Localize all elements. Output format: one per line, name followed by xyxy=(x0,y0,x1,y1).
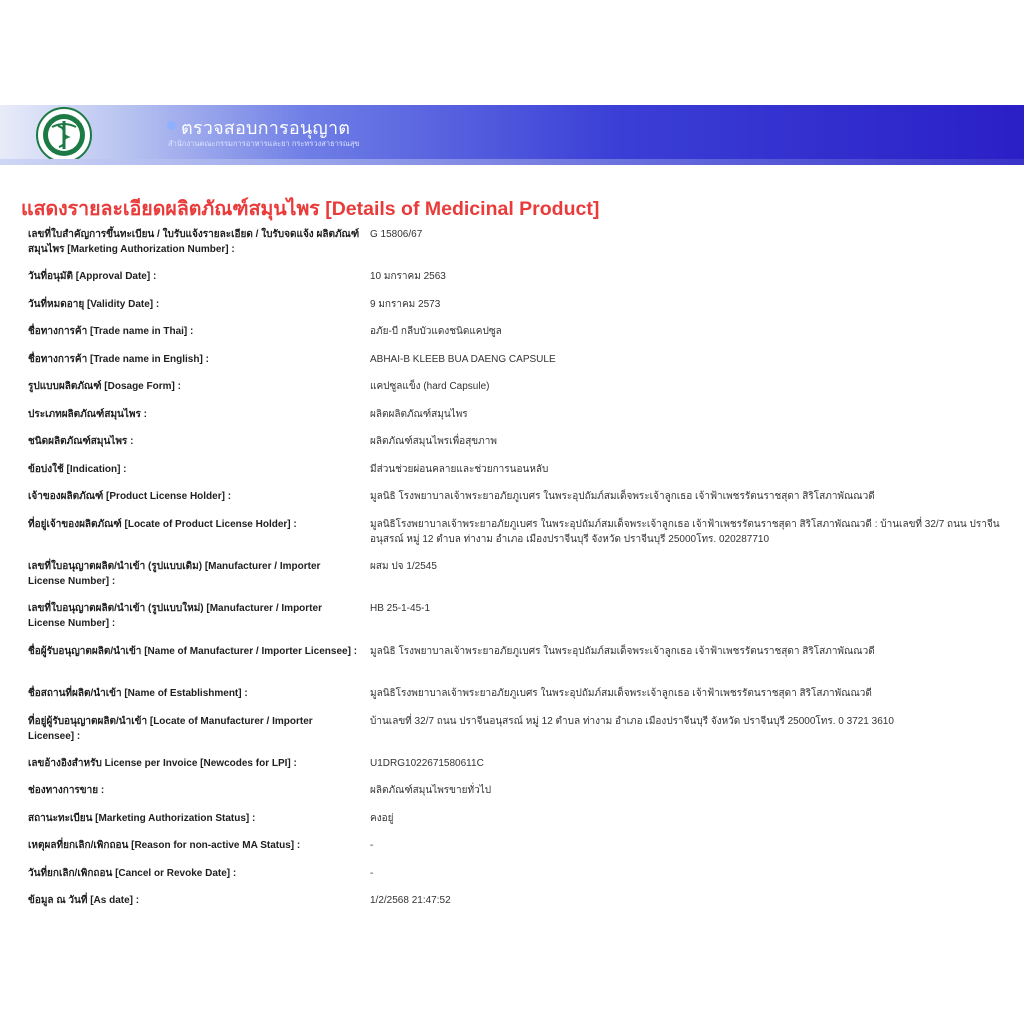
detail-row-product-category xyxy=(28,407,1024,435)
detail-label: วันที่ยกเลิก/เพิกถอน [Cancel or Revoke Date] : xyxy=(28,867,237,879)
detail-label: เลขที่ใบอนุญาตผลิต/นำเข้า (รูปแบบใหม่) [Manufacturer / Importer License Number] : xyxy=(28,603,322,629)
detail-label: เหตุผลที่ยกเลิก/เพิกถอน [Reason for non-active MA Status] : xyxy=(28,840,301,851)
detail-row-manufacturer-address xyxy=(28,714,1024,756)
banner-subtitle: สำนักงานคณะกรรมการอาหารและยา กระทรวงสาธารณสุข xyxy=(168,139,360,148)
ministry-of-public-health-seal-icon[interactable] xyxy=(28,106,100,164)
detail-row-manufacturer-license-new xyxy=(28,601,1024,644)
detail-value: ผลิตผลิตภัณฑ์สมุนไพร xyxy=(370,408,468,420)
detail-label: เจ้าของผลิตภัณฑ์ [Product License Holder] : xyxy=(28,491,232,502)
product-details-list xyxy=(28,227,1024,921)
detail-row-cancel-reason xyxy=(28,838,1024,866)
detail-label: ที่อยู่ผู้รับอนุญาตผลิต/นำเข้า [Locate of Manufacturer / Importer Licensee] : xyxy=(28,715,313,742)
detail-value: ABHAI-B KLEEB BUA DAENG CAPSULE xyxy=(370,353,556,365)
detail-label: ชนิดผลิตภัณฑ์สมุนไพร : xyxy=(28,436,134,447)
bullet-dot-icon xyxy=(167,121,176,130)
detail-label: รูปแบบผลิตภัณฑ์ [Dosage Form] : xyxy=(28,381,181,392)
detail-label: สถานะทะเบียน [Marketing Authorization Status] : xyxy=(28,812,256,824)
page-title: แสดงรายละเอียดผลิตภัณฑ์สมุนไพร [Details of Medicinal Product] xyxy=(21,198,600,220)
detail-label: เลขอ้างอิงสำหรับ License per Invoice [Newcodes for LPI] : xyxy=(28,757,297,769)
detail-label: ที่อยู่เจ้าของผลิตภัณฑ์ [Locate of Product License Holder] : xyxy=(28,518,297,530)
detail-value: 9 มกราคม 2573 xyxy=(370,298,441,310)
detail-label: ชื่อสถานที่ผลิต/นำเข้า [Name of Establishment] : xyxy=(28,687,248,699)
detail-value: - xyxy=(370,840,374,851)
detail-value: - xyxy=(370,867,374,879)
detail-value: ผลิตภัณฑ์สมุนไพรขายทั่วไป xyxy=(370,785,492,796)
detail-row-license-holder xyxy=(28,489,1024,517)
detail-value: มูลนิธิโรงพยาบาลเจ้าพระยาอภัยภูเบศร ในพระอุปถัมภ์สมเด็จพระเจ้าลูกเธอ เจ้าฟ้าเพชรรัตนราชสุดา สิริโสภาพัณณวดี : บ้านเลขที่ 32/7 ถนน ปราจีนอนุสรณ์ หมู่ 12 ตำบล ท่างาม อำเภอ เมืองปราจีนบุรี จังหวัด ปราจีนบุรี 25000โทร. 020287710 xyxy=(370,518,1000,545)
detail-value: 10 มกราคม 2563 xyxy=(370,271,446,282)
banner-title: ตรวจสอบการอนุญาต xyxy=(181,118,351,138)
detail-label: ช่องทางการขาย : xyxy=(28,785,105,796)
header-banner xyxy=(0,105,1024,165)
detail-row-ma-status xyxy=(28,811,1024,839)
detail-label: ประเภทผลิตภัณฑ์สมุนไพร : xyxy=(28,408,147,420)
detail-row-license-holder-address xyxy=(28,517,1024,559)
detail-row-validity-date xyxy=(28,297,1024,325)
detail-label: เลขที่ใบอนุญาตผลิต/นำเข้า (รูปแบบเดิม) [Manufacturer / Importer License Number] : xyxy=(28,560,321,587)
detail-label: ข้อมูล ณ วันที่ [As date] : xyxy=(28,895,140,906)
detail-row-trade-name-thai xyxy=(28,324,1024,352)
detail-label: ชื่อทางการค้า [Trade name in English] : xyxy=(28,353,209,365)
detail-value: ผสม ปจ 1/2545 xyxy=(370,560,437,572)
detail-row-sales-channel xyxy=(28,783,1024,811)
detail-value: U1DRG1022671580611C xyxy=(370,757,484,769)
detail-value: มูลนิธิ โรงพยาบาลเจ้าพระยาอภัยภูเบศร ในพระอุปถัมภ์สมเด็จพระเจ้าลูกเธอ เจ้าฟ้าเพชรรัตนราชสุดา สิริโสภาพัณณวดี xyxy=(370,491,875,502)
detail-row-establishment-name xyxy=(28,686,1024,714)
detail-value: ผลิตภัณฑ์สมุนไพรเพื่อสุขภาพ xyxy=(370,436,497,447)
detail-value: แคปซูลแข็ง (hard Capsule) xyxy=(370,381,490,392)
detail-label: ข้อบ่งใช้ [Indication] : xyxy=(28,463,127,475)
detail-value: HB 25-1-45-1 xyxy=(370,603,431,614)
detail-value: มูลนิธิโรงพยาบาลเจ้าพระยาอภัยภูเบศร ในพระอุปถัมภ์สมเด็จพระเจ้าลูกเธอ เจ้าฟ้าเพชรรัตนราชสุดา สิริโสภาพัณณวดี xyxy=(370,687,872,699)
detail-value: มูลนิธิ โรงพยาบาลเจ้าพระยาอภัยภูเบศร ในพระอุปถัมภ์สมเด็จพระเจ้าลูกเธอ เจ้าฟ้าเพชรรัตนราชสุดา สิริโสภาพัณณวดี xyxy=(370,645,875,657)
detail-row-lpi-code xyxy=(28,756,1024,784)
detail-row-manufacturer-license-old xyxy=(28,559,1024,602)
detail-label: วันที่อนุมัติ [Approval Date] : xyxy=(28,271,157,282)
detail-row-dosage-form xyxy=(28,379,1024,407)
detail-row-manufacturer-name xyxy=(28,644,1024,686)
detail-row-indication xyxy=(28,462,1024,490)
detail-value: คงอยู่ xyxy=(370,812,394,824)
detail-row-cancel-date xyxy=(28,866,1024,894)
detail-label: วันที่หมดอายุ [Validity Date] : xyxy=(28,298,160,310)
detail-row-product-type xyxy=(28,434,1024,462)
detail-label: ชื่อทางการค้า [Trade name in Thai] : xyxy=(28,326,194,337)
detail-value: อภัย-บี กลีบบัวแดงชนิดแคปซูล xyxy=(370,326,502,337)
detail-row-trade-name-english xyxy=(28,352,1024,380)
detail-label: เลขที่ใบสำคัญการขึ้นทะเบียน / ใบรับแจ้งรายละเอียด / ใบรับจดแจ้ง ผลิตภัณฑ์สมุนไพร [Marketing Authorization Number] : xyxy=(28,229,360,255)
detail-value: มีส่วนช่วยผ่อนคลายและช่วยการนอนหลับ xyxy=(370,463,549,475)
detail-row-approval-date xyxy=(28,269,1024,297)
detail-row-as-date xyxy=(28,893,1024,921)
detail-value: G 15806/67 xyxy=(370,229,423,240)
detail-row-ma-number xyxy=(28,227,1024,269)
detail-value: บ้านเลขที่ 32/7 ถนน ปราจีนอนุสรณ์ หมู่ 12 ตำบล ท่างาม อำเภอ เมืองปราจีนบุรี จังหวัด ปราจีนบุรี 25000โทร. 0 3721 3610 xyxy=(370,715,894,727)
detail-label: ชื่อผู้รับอนุญาตผลิต/นำเข้า [Name of Manufacturer / Importer Licensee] : xyxy=(28,645,358,657)
detail-value: 1/2/2568 21:47:52 xyxy=(370,895,451,906)
banner-bottom-strip xyxy=(0,159,1024,165)
